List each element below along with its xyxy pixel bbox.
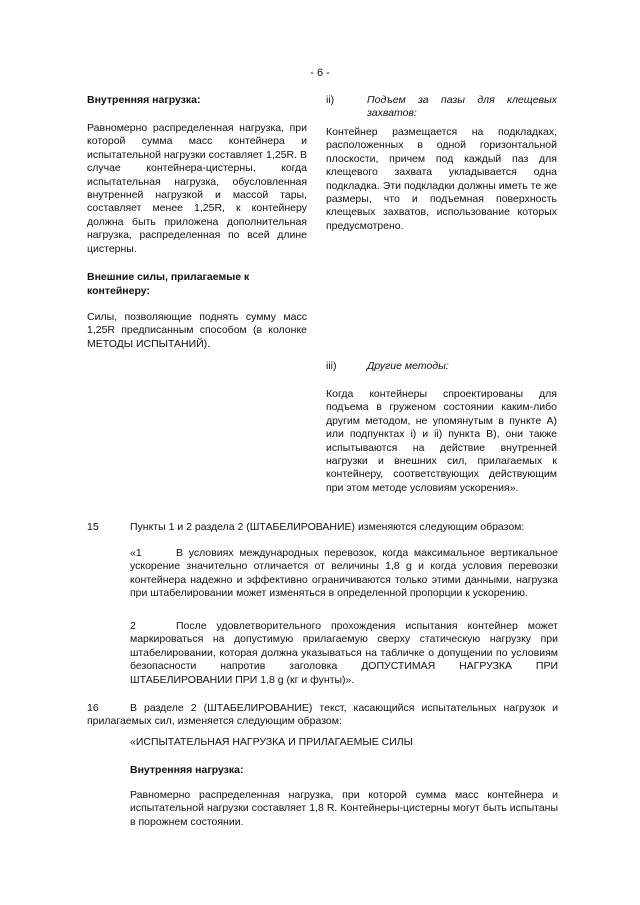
item-iii-number: iii) [326, 360, 337, 372]
section-16-number: 16 [87, 702, 99, 714]
heading-internal-load: Внутренняя нагрузка: [87, 94, 201, 106]
item-iii-title: Другие методы: [367, 360, 449, 372]
heading-external-forces: Внешние силы, прилагаемые к контейнеру: [87, 271, 250, 297]
external-forces-paragraph: Силы, позволяющие поднять сумму масс 1,25R предписанным способом (в колонке МЕТОДЫ ИСПЫТАНИЙ). [87, 311, 307, 350]
section-15-intro: Пункты 1 и 2 раздела 2 (ШТАБЕЛИРОВАНИЕ) изменяются следующим образом: [130, 521, 525, 533]
test-load-caps-heading: «ИСПЫТАТЕЛЬНАЯ НАГРУЗКА И ПРИЛАГАЕМЫЕ СИЛЫ [130, 736, 413, 748]
point-2-paragraph: После удовлетворительного прохождения испытания контейнер может маркироваться на допустимую прилагаемую сверху статическую нагрузку при штабелировании, которая должна указываться на табличке о допущении по условиям безопасности напротив заголовка ДОПУСТИМАЯ НАГРУЗКА ПРИ ШТАБЕЛИРОВАНИИ ПРИ 1,8 g (кг и фунты)». [130, 620, 558, 686]
item-ii-number: ii) [326, 94, 335, 106]
item-ii-paragraph: Контейнер размещается на подкладках, расположенных в одной горизонтальной плоскости, причем под каждый паз для клещевого захвата укладывается одна подкладка. Эти подкладки должны иметь те же размеры, что и подъемная поверхность клещевых захватов, использование которых предусмотрено. [326, 126, 557, 232]
section-16-internal-load-heading: Внутренняя нагрузка: [130, 764, 244, 776]
point-1-paragraph: В условиях международных перевозок, когда максимальное вертикальное ускорение значительно отличается от величины 1,8 g и когда условия перевозки контейнера надежно и эффективно ограничиваются только этими данными, нагрузка при штабелировании может изменяться в определенной пропорции к ускорению. [130, 547, 558, 600]
point-1-number: «1 [130, 547, 142, 559]
internal-load-paragraph: Равномерно распределенная нагрузка, при которой сумма масс контейнера и испытательной нагрузки составляет 1,25R. В случае контейнера-цистерны, когда испытательная нагрузка, обусловленная внутренней нагрузкой и массой тары, составляет менее 1,25R, к контейнеру должна быть приложена дополнительная нагрузка, распределенная по всей длине цистерны. [87, 122, 307, 255]
item-ii-title: Подъем за пазы для клещевых захватов: [367, 94, 557, 120]
section-16-internal-load-paragraph: Равномерно распределенная нагрузка, при которой сумма масс контейнера и испытательной нагрузки составляет 1,8 R. Контейнеры-цистерны могут быть испытаны в порожнем состоянии. [130, 789, 558, 828]
section-16-intro: В разделе 2 (ШТАБЕЛИРОВАНИЕ) текст, касающийся испытательных нагрузок и прилагаемых сил, изменяется следующим образом: [87, 702, 558, 728]
item-iii-paragraph: Когда контейнеры спроектированы для подъема в груженом состоянии каким-либо другим методом, не упомянутым в пункте А) или подпунктах i) и ii) пункта В), они также испытываются на действие внутренней нагрузки и внешних сил, прилагаемых к контейнеру, соответствующих действующим при этом методе условиям ускорения». [326, 388, 557, 494]
point-2-number: 2 [130, 620, 136, 632]
section-15-number: 15 [87, 521, 99, 533]
page-number: - 6 - [310, 67, 330, 79]
